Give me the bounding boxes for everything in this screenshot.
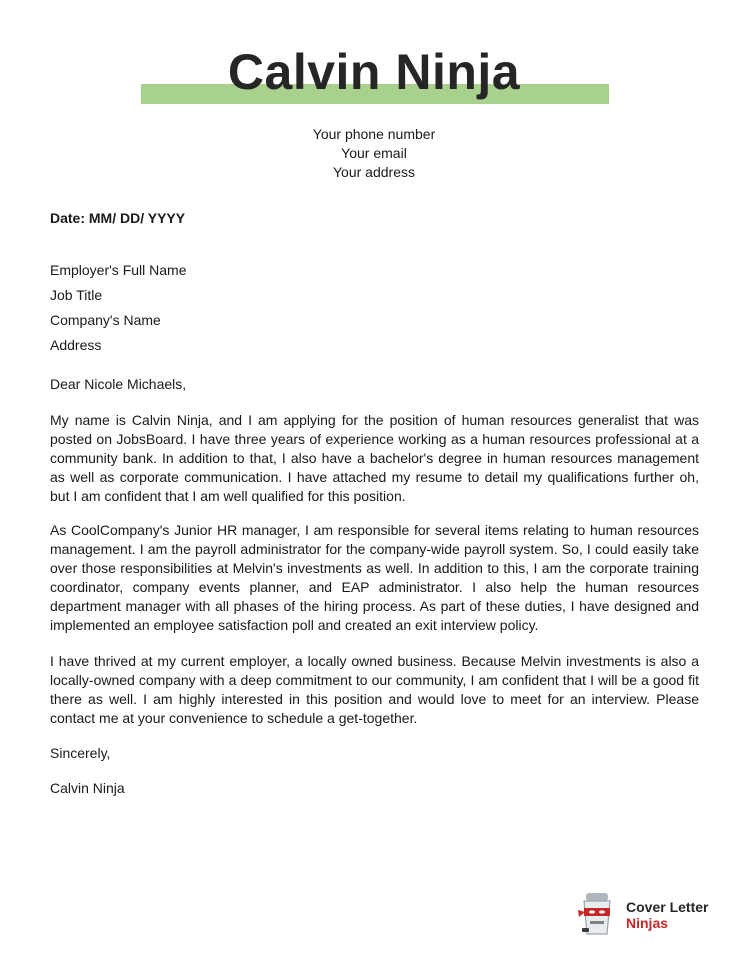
ninja-mascot-icon [576,890,620,938]
contact-email: Your email [341,145,407,161]
recipient-name: Employer's Full Name [50,262,187,278]
paragraph-intro: My name is Calvin Ninja, and I am applying for the position of human resources generalist that was posted on JobsBoard. I have three years of experience working as a human resources professional at a community bank. In addition to that, I also have a bachelor's degree in human resources management as well as corporate communication. I have attached my resume to detail my qualifications further oh, but I am confident that I am well qualified for this position. [50,412,699,504]
paragraph-closing: I have thrived at my current employer, a locally owned business. Because Melvin investments is also a locally-owned company with a deep commitment to our community, I am confident that I will be a good fit there as well. I am highly interested in this position and would love to meet for an interview. Please contact me at your convenience to schedule a get-together. [50,653,699,726]
closing-line: Sincerely, [50,745,111,761]
brand-line-2: Ninjas [626,915,669,931]
contact-address: Your address [333,164,415,180]
contact-phone: Your phone number [312,126,436,142]
brand-logo [576,890,726,938]
recipient-block [50,258,699,358]
recipient-company: Company's Name [50,312,161,328]
signature: Calvin Ninja [50,780,125,796]
paragraph-experience: As CoolCompany's Junior HR manager, I am responsible for several items relating to human resources management. I am the payroll administrator for the company-wide payroll system. So, I could easily take over those responsibilities at Melvin's investments as well. In addition to this, I am the corporate training coordinator, company events planner, and EAP administrator. I also help the human resources department manager with all phases of the hiring process. As part of these duties, I have designed and implemented an employee satisfaction poll and created an exit interview policy. [50,522,699,633]
recipient-job-title: Job Title [50,287,103,303]
recipient-address: Address [50,337,102,353]
applicant-name: Calvin Ninja [227,44,521,100]
letter-header [0,40,748,110]
date-line: Date: MM/ DD/ YYYY [50,210,186,226]
salutation: Dear Nicole Michaels, [50,376,187,392]
brand-wordmark [626,899,708,931]
contact-block [0,125,748,182]
brand-line-1: Cover Letter [626,899,709,915]
